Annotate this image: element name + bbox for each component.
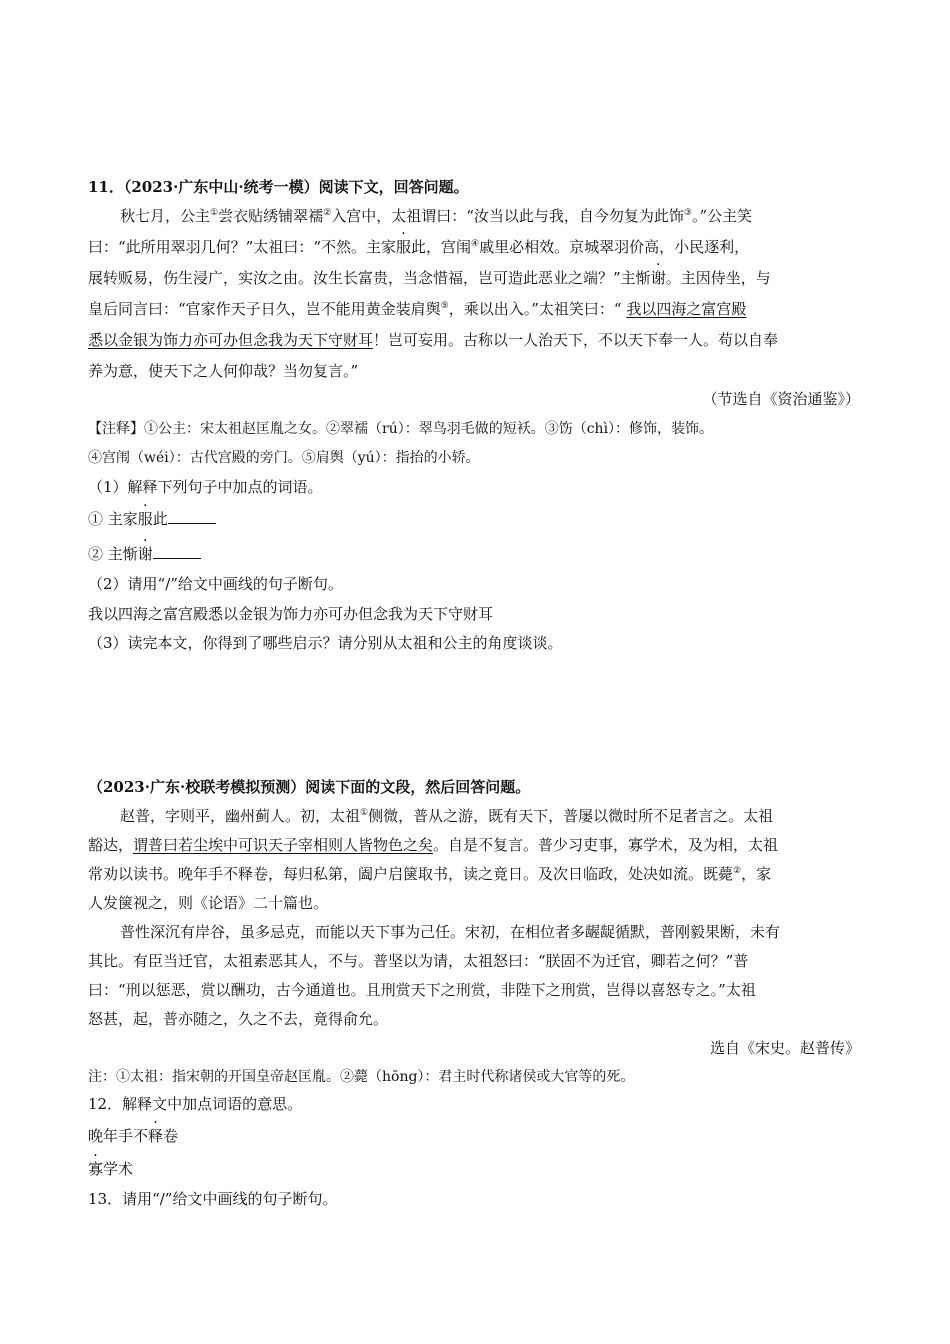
underlined-sentence: 悉以金银为饰力亦可办但念我为天下守财耳	[88, 331, 374, 349]
text-span: 常劝以读书。晚年手不释卷，每归私第，阖户启箧取书，读之竟日。及次日临政，处决如流。既薨	[88, 865, 734, 883]
text-span: 此	[152, 510, 168, 528]
annotation-line: 【注释】①公主：宋太祖赵匡胤之女。②翠襦（rú）：翠鸟羽毛做的短袄。③饬（chì）：修饰，装饰。	[88, 421, 714, 437]
text-span: 晚年手不	[88, 1127, 149, 1145]
dotted-word: 谢	[650, 269, 666, 287]
sub-question-1: （1）解释下列句子中加点的词语。	[88, 478, 323, 496]
passage-line	[88, 805, 773, 826]
text-span: 尝衣贴绣铺翠襦	[218, 207, 324, 225]
passage-line: 养为意，使天下之人何仰哉？当勿复言。”	[88, 362, 359, 380]
text-span: ，乘以出入。”太祖笑曰：“	[448, 300, 627, 318]
answer-blank[interactable]	[153, 546, 201, 559]
question-11-title: 11．（2023·广东中山·统考一模）阅读下文，回答问题。	[88, 178, 469, 196]
sub-question-3: （3）读完本文，你得到了哪些启示？请分别从太祖和公主的角度谈谈。	[88, 634, 563, 652]
question-13: 13．请用“/”给文中画线的句子断句。	[88, 1190, 338, 1208]
passage-line	[88, 267, 771, 288]
footnote-marker: ①	[360, 808, 369, 818]
text-span: 展转贩易，伤生浸广，实汝之由。汝生长富贵，当念惜福，岂可造此恶业之端？”主惭	[88, 269, 651, 287]
dotted-word: 寡	[88, 1160, 104, 1178]
passage-line	[88, 863, 771, 884]
text-span: 秋七月，公主	[120, 207, 211, 225]
source-citation: （节选自《资治通鉴》）	[702, 390, 860, 408]
answer-item	[88, 1158, 133, 1179]
text-span: 。自是不复言。普少习吏事，寡学术，及为相，太祖	[433, 836, 779, 854]
passage-line	[88, 834, 778, 855]
answer-blank[interactable]	[168, 511, 216, 524]
footnote-marker: ④	[471, 239, 480, 249]
text-span: 戚里必相效。京城翠羽价高，小民逐利，	[479, 238, 750, 256]
text-span: 入宫中，太祖谓曰：“汝当以此与我，自今勿复为此饰	[331, 207, 684, 225]
footnote-marker: ③	[683, 208, 692, 218]
text-span: 豁达，	[88, 836, 134, 854]
dotted-word: 服	[396, 238, 412, 256]
text-span: 。”公主笑	[691, 207, 753, 225]
passage-line: 人发箧视之，则《论语》二十篇也。	[88, 894, 329, 912]
text-span: 皇后同言曰：“官家作天子日久，岂不能用黄金装肩舆	[88, 300, 441, 318]
annotation-line: ④宫闱（wéi）：古代宫殿的旁门。⑤肩舆（yú）：指抬的小轿。	[88, 450, 480, 466]
answer-item	[88, 508, 216, 529]
underlined-sentence: 谓普曰若尘埃中可识天子宰相则人皆物色之矣	[133, 836, 434, 854]
underlined-sentence: 我以四海之富宫殿	[626, 300, 747, 318]
passage-line	[88, 298, 746, 319]
passage-line: 普性深沉有岸谷，虽多忌克，而能以天下事为己任。宋初，在相位者多龌龊循默，普刚毅果断，未有	[120, 923, 781, 941]
text-span: 赵普，字则平，幽州蓟人。初，太祖	[120, 807, 361, 825]
text-span: 此，宫闱	[411, 238, 472, 256]
passage-line	[88, 236, 749, 257]
text-span: 侧微，普从之游，既有天下，普屡以微时所不足者言之。太祖	[368, 807, 774, 825]
sub-question-2: （2）请用“/”给文中画线的句子断句。	[88, 575, 343, 593]
footnote-marker: ⑤	[440, 301, 449, 311]
passage-line	[88, 205, 752, 226]
text-span: 。主因侍坐，与	[665, 269, 771, 287]
question-12-title: （2023·广东·校联考模拟预测）阅读下面的文段，然后回答问题。	[88, 778, 531, 796]
text-span: 卷	[163, 1127, 179, 1145]
dotted-word: 释	[148, 1127, 164, 1145]
question-12: 12．解释文中加点词语的意思。	[88, 1095, 303, 1113]
text-span: ① 主家	[88, 510, 138, 528]
footnote-marker: ②	[733, 866, 742, 876]
passage-line: 怒甚，起，普亦随之，久之不去，竟得俞允。	[88, 1010, 389, 1028]
source-citation: 选自《宋史。赵普传》	[709, 1039, 860, 1057]
text-span: 曰：“此所用翠羽几何？”太祖曰：“不然。主家	[88, 238, 397, 256]
footnote-marker: ②	[323, 208, 332, 218]
text-span: 学术	[103, 1160, 134, 1178]
text-span: ！岂可妄用。古称以一人治天下，不以天下奉一人。苟以自奉	[373, 331, 779, 349]
dotted-word: 谢	[137, 545, 153, 563]
annotation-line: 注：①太祖：指宋朝的开国皇帝赵匡胤。②薨（hōng）：君主时代称诸侯或大官等的死。	[88, 1069, 635, 1085]
text-span: ② 主惭	[88, 545, 138, 563]
footnote-marker: ①	[210, 208, 219, 218]
answer-item	[88, 1125, 178, 1146]
passage-line: 其比。有臣当迁官，太祖素恶其人，不与。普坚以为请，太祖怒曰：“朕固不为迁官，卿若之何？”普	[88, 952, 749, 970]
sentence-to-segment: 我以四海之富宫殿悉以金银为饰力亦可办但念我为天下守财耳	[88, 605, 494, 623]
passage-line	[88, 329, 778, 350]
passage-line: 曰：“刑以惩恶，赏以酬功，古今通道也。且刑赏天下之刑赏，非陛下之刑赏，岂得以喜怒专之。”太祖	[88, 981, 756, 999]
answer-item	[88, 543, 201, 564]
text-span: ，家	[741, 865, 772, 883]
dotted-word: 服	[137, 510, 153, 528]
